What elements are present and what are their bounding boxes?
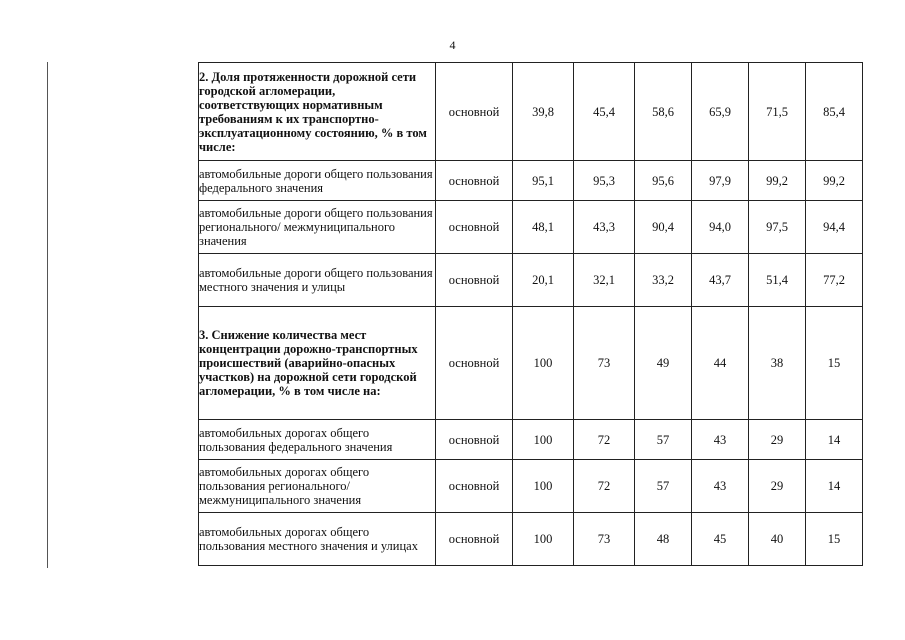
value-cell: 100 bbox=[513, 513, 574, 566]
indicator-label: 2. Доля протяженности дорожной сети городской агломерации, соответствующих нормативным требованиям к их транспортно-эксплуатационному состоянию, % в том числе: bbox=[199, 63, 436, 161]
value-cell: 94,0 bbox=[692, 201, 749, 254]
table-row bbox=[199, 307, 863, 420]
indicator-type: основной bbox=[436, 307, 513, 420]
value-cell: 77,2 bbox=[806, 254, 863, 307]
table-row bbox=[199, 161, 863, 201]
value-cell: 73 bbox=[574, 513, 635, 566]
value-cell: 100 bbox=[513, 420, 574, 460]
table-row bbox=[199, 460, 863, 513]
value-cell: 57 bbox=[635, 420, 692, 460]
value-cell: 14 bbox=[806, 420, 863, 460]
indicator-type: основной bbox=[436, 420, 513, 460]
indicator-type: основной bbox=[436, 513, 513, 566]
indicator-label: автомобильных дорогах общего пользования регионального/ межмуниципального значения bbox=[199, 460, 436, 513]
value-cell: 44 bbox=[692, 307, 749, 420]
indicator-label: автомобильных дорогах общего пользования местного значения и улицах bbox=[199, 513, 436, 566]
value-cell: 57 bbox=[635, 460, 692, 513]
value-cell: 95,3 bbox=[574, 161, 635, 201]
value-cell: 45 bbox=[692, 513, 749, 566]
value-cell: 43,3 bbox=[574, 201, 635, 254]
indicator-type: основной bbox=[436, 201, 513, 254]
value-cell: 39,8 bbox=[513, 63, 574, 161]
value-cell: 32,1 bbox=[574, 254, 635, 307]
value-cell: 43 bbox=[692, 420, 749, 460]
margin-line bbox=[47, 62, 48, 568]
indicator-type: основной bbox=[436, 460, 513, 513]
indicator-type: основной bbox=[436, 254, 513, 307]
value-cell: 100 bbox=[513, 460, 574, 513]
value-cell: 72 bbox=[574, 460, 635, 513]
value-cell: 49 bbox=[635, 307, 692, 420]
value-cell: 97,9 bbox=[692, 161, 749, 201]
value-cell: 71,5 bbox=[749, 63, 806, 161]
table-row bbox=[199, 254, 863, 307]
value-cell: 58,6 bbox=[635, 63, 692, 161]
value-cell: 95,6 bbox=[635, 161, 692, 201]
indicator-label: автомобильных дорогах общего пользования федерального значения bbox=[199, 420, 436, 460]
value-cell: 94,4 bbox=[806, 201, 863, 254]
indicator-type: основной bbox=[436, 63, 513, 161]
value-cell: 72 bbox=[574, 420, 635, 460]
value-cell: 20,1 bbox=[513, 254, 574, 307]
value-cell: 48,1 bbox=[513, 201, 574, 254]
value-cell: 99,2 bbox=[749, 161, 806, 201]
indicator-type: основной bbox=[436, 161, 513, 201]
page-number: 4 bbox=[449, 38, 456, 52]
value-cell: 97,5 bbox=[749, 201, 806, 254]
value-cell: 33,2 bbox=[635, 254, 692, 307]
value-cell: 15 bbox=[806, 513, 863, 566]
table-row bbox=[199, 63, 863, 161]
table-body bbox=[199, 63, 863, 566]
value-cell: 51,4 bbox=[749, 254, 806, 307]
value-cell: 38 bbox=[749, 307, 806, 420]
value-cell: 95,1 bbox=[513, 161, 574, 201]
value-cell: 48 bbox=[635, 513, 692, 566]
value-cell: 45,4 bbox=[574, 63, 635, 161]
value-cell: 43 bbox=[692, 460, 749, 513]
value-cell: 15 bbox=[806, 307, 863, 420]
table-row bbox=[199, 201, 863, 254]
value-cell: 85,4 bbox=[806, 63, 863, 161]
indicators-table bbox=[198, 62, 863, 566]
value-cell: 29 bbox=[749, 420, 806, 460]
value-cell: 43,7 bbox=[692, 254, 749, 307]
value-cell: 99,2 bbox=[806, 161, 863, 201]
value-cell: 65,9 bbox=[692, 63, 749, 161]
value-cell: 73 bbox=[574, 307, 635, 420]
value-cell: 90,4 bbox=[635, 201, 692, 254]
indicator-label: автомобильные дороги общего пользования федерального значения bbox=[199, 161, 436, 201]
table-row bbox=[199, 420, 863, 460]
value-cell: 100 bbox=[513, 307, 574, 420]
indicator-label: автомобильные дороги общего пользования регионального/ межмуниципального значения bbox=[199, 201, 436, 254]
indicator-label: 3. Снижение количества мест концентрации дорожно-транспортных происшествий (аварийно-опасных участков) на дорожной сети городской агломерации, % в том числе на: bbox=[199, 307, 436, 420]
value-cell: 29 bbox=[749, 460, 806, 513]
value-cell: 14 bbox=[806, 460, 863, 513]
value-cell: 40 bbox=[749, 513, 806, 566]
table-row bbox=[199, 513, 863, 566]
indicator-label: автомобильные дороги общего пользования местного значения и улицы bbox=[199, 254, 436, 307]
